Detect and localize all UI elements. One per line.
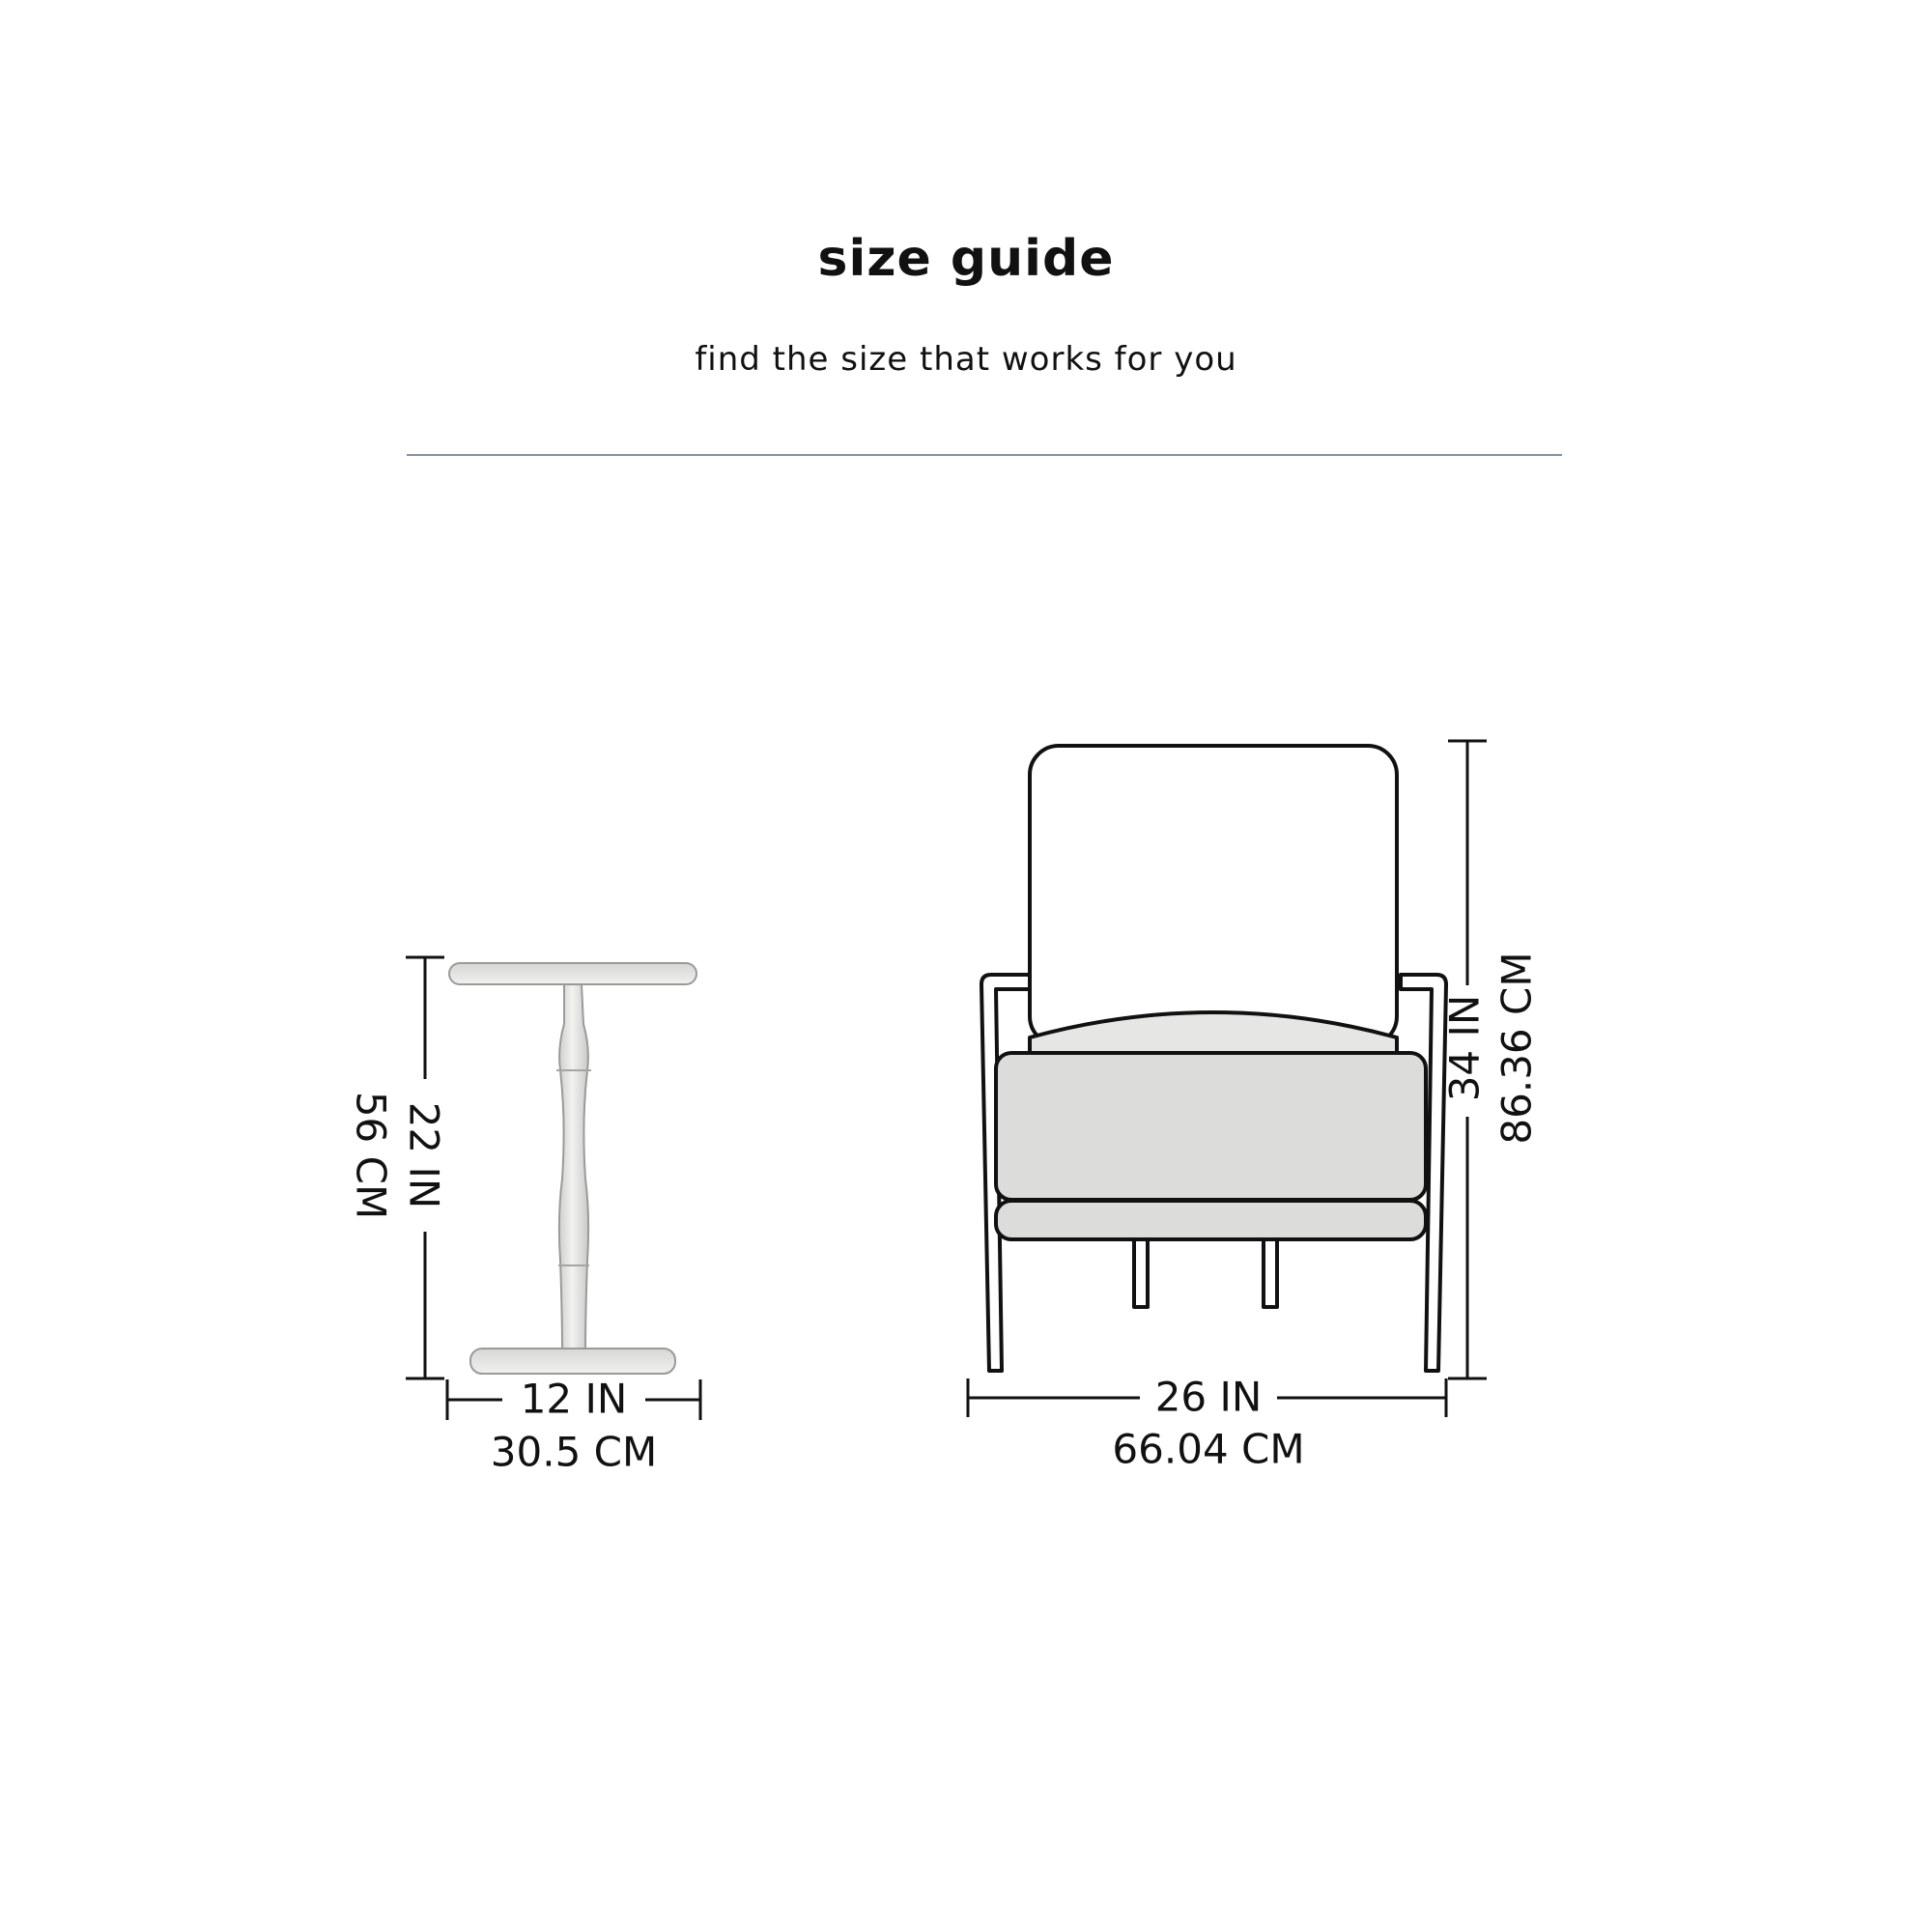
accent-chair-illustration	[981, 746, 1446, 1371]
chair-width-in: 26 IN	[1154, 1373, 1263, 1421]
table-top	[449, 963, 696, 984]
chair-height-in: 34 IN	[1440, 994, 1489, 1102]
page-title: size guide	[817, 230, 1115, 288]
chair-base-rail	[996, 1201, 1426, 1239]
side-table-height-cm: 56 CM	[347, 1091, 395, 1220]
chair-width-cm: 66.04 CM	[1112, 1425, 1305, 1473]
chair-back-cushion	[1030, 746, 1397, 1045]
chair-height-cm: 86.36 CM	[1492, 952, 1541, 1145]
side-table-width-cm: 30.5 CM	[490, 1428, 658, 1476]
table-pedestal	[559, 984, 588, 1352]
table-base	[470, 1349, 675, 1374]
chair-leg-left	[1134, 1239, 1148, 1307]
chair-seat-cushion	[996, 1053, 1426, 1200]
side-table-illustration	[449, 963, 696, 1374]
page-subtitle: find the size that works for you	[695, 340, 1237, 379]
side-table-width-in: 12 IN	[520, 1375, 628, 1423]
chair-leg-right	[1264, 1239, 1277, 1307]
side-table-height-in: 22 IN	[400, 1101, 448, 1209]
